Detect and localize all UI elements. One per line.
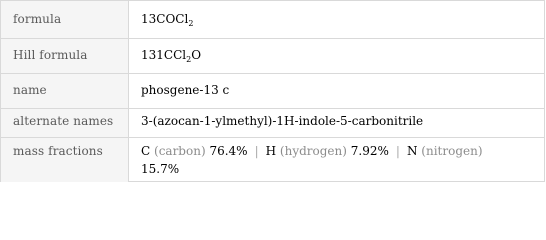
label-name: name [13, 83, 47, 97]
carbon-percent: 76.4% [209, 144, 248, 158]
separator-2: | [395, 144, 400, 158]
nitrogen-element: (nitrogen) [421, 144, 483, 158]
separator-1: | [254, 144, 259, 158]
label-alternate-names: alternate names [13, 114, 114, 128]
carbon-symbol: C [141, 144, 151, 158]
label-hill-formula: Hill formula [13, 48, 88, 62]
value-formula [141, 12, 193, 26]
nitrogen-symbol: N [406, 144, 418, 158]
row-mass-fractions [1, 137, 544, 182]
row-formula [1, 1, 544, 38]
formula-main: 13COCl [141, 12, 189, 26]
mass-fraction-nitrogen-start [407, 144, 483, 158]
value-alternate-names: 3-(azocan-1-ylmethyl)-1H-indole-5-carbonitrile [141, 114, 424, 128]
carbon-element: (carbon) [154, 144, 206, 158]
row-hill-formula [1, 38, 544, 73]
formula-subscript: 2 [188, 19, 194, 28]
hydrogen-percent: 7.92% [350, 144, 389, 158]
value-name: phosgene-13 c [141, 83, 230, 97]
row-alternate-names [1, 108, 544, 137]
nitrogen-percent: 15.7% [141, 162, 180, 176]
label-mass-fractions: mass fractions [13, 144, 103, 158]
mass-fraction-carbon [141, 144, 248, 158]
hydrogen-element: (hydrogen) [279, 144, 347, 158]
hill-formula-main: 131CCl [141, 48, 187, 62]
hill-formula-subscript: 2 [186, 55, 192, 64]
row-name [1, 73, 544, 108]
value-hill-formula [141, 48, 201, 62]
mass-fraction-hydrogen [266, 144, 389, 158]
value-mass-fractions-line1 [141, 144, 483, 158]
label-formula: formula [13, 12, 62, 26]
hill-formula-tail: O [191, 48, 202, 62]
hydrogen-symbol: H [265, 144, 277, 158]
